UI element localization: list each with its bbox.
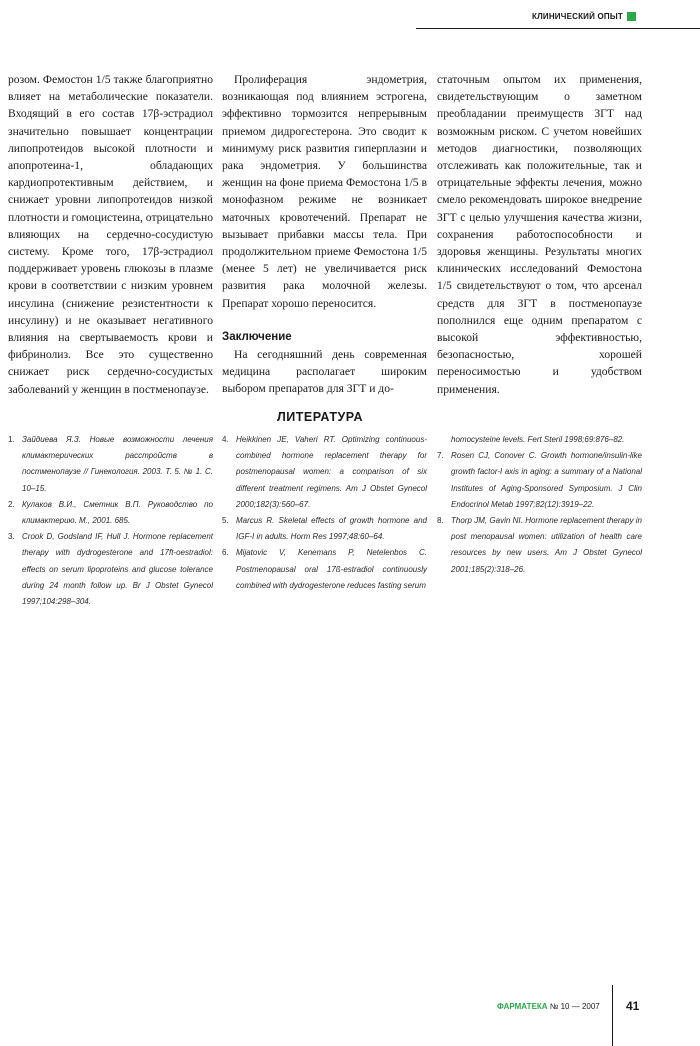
- literature-heading: ЛИТЕРАТУРА: [276, 410, 364, 424]
- journal-name: ФАРМАТЕКА: [497, 1002, 548, 1011]
- reference-item: [437, 448, 642, 513]
- reference-text: Зайдиева Я.З. Новые возможности лечения климактерических расстройств в постменопаузе // Гинекология. 2003. Т. 5. № 1. С. 10–15.: [22, 435, 213, 493]
- reference-item: [222, 545, 427, 594]
- journal-issue: № 10 — 2007: [549, 1002, 600, 1011]
- page-number: 41: [626, 999, 640, 1013]
- reference-text: homocysteine levels. Fert Steril 1998;69:876–82.: [451, 435, 625, 444]
- reference-item: [8, 529, 213, 610]
- text-column-3: [437, 71, 642, 398]
- reference-text: Кулаков В.И., Сметник В.П. Руководство по климактерию. М., 2001. 685.: [22, 499, 213, 526]
- reference-number: 7.: [437, 451, 444, 461]
- reference-item: [8, 497, 213, 529]
- reference-item: [222, 513, 427, 545]
- text-column-2: [222, 71, 427, 397]
- reference-number: 8.: [437, 516, 444, 526]
- footer-rule: [612, 985, 613, 1046]
- reference-column-2: [222, 432, 427, 594]
- paragraph: статочным опытом их применения, свидетельствующим о заметном преобладании преимуществ ЗГТ над возможным риском. С учетом новейших методов диагностики, позволяющих отслеживать как положительные, так и отрицательные эффекты лечения, можно смело рекомендовать широкое внедрение ЗГТ с целью улучшения качества жизни, сохранения работоспособности и здоровья женщины. Результаты многих клинических исследований Фемостона 1/5 свидетельствуют о том, что арсенал средств для ЗГТ в постменопаузе пополнился еще одним препаратом с высокой эффективностью, безопасностью, хорошей переносимостью и удобством применения.: [437, 73, 642, 396]
- reference-number: 2.: [8, 499, 15, 509]
- reference-text: Rosen CJ, Conover C. Growth hormone/insulin-like growth factor-I axis in aging: a summary of a National Institutes of Aging-Sponsored Symposium. J Clin Endocrinol Metab 1997;82(12):3919–22.: [451, 451, 642, 509]
- journal-info: [497, 1002, 600, 1011]
- reference-item-continued: [437, 432, 642, 448]
- text-column-1: [8, 71, 213, 398]
- section-rubric: КЛИНИЧЕСКИЙ ОПЫТ: [531, 12, 623, 21]
- reference-number: 4.: [222, 435, 229, 444]
- rubric-marker-square: [627, 12, 636, 21]
- reference-item: [437, 513, 642, 578]
- paragraph: На сегодняшний день современная медицина располагает широким выбором препаратов для ЗГТ и до-: [222, 347, 427, 396]
- paragraph: Пролиферация эндометрия, возникающая под влиянием эстрогена, эффективно тормозится непрерывным приемом дидрогестерона. Это сводит к минимуму риск развития гиперплазии и рака эндометрия. У большинства женщин на фоне приема Фемостона 1/5 в монофазном режиме не возникает маточных кровотечений. Препарат не вызывает прибавки массы тела. При продолжительном приеме Фемостона 1/5 (менее 5 лет) не увеличивается риск развития рака молочной железы. Препарат хорошо переносится.: [222, 73, 427, 310]
- reference-number: 1.: [8, 435, 15, 444]
- reference-text: Heikkinen JE, Vaheri RT. Optimizing continuous-combined hormone replacement therapy for postmenopausal women: a comparison of six different treatment regimens. Am J Obstet Gynecol 2000;182(3):560–67.: [236, 435, 427, 509]
- reference-text: Crook D, Godsland IF, Hull J. Hormone replacement therapy with dydrogesterone and 17ft-oestradiol: effects on serum lipoproteins and glucose tolerance during 24 month follow up. Br J Obstet Gynecol 1997;104:298–304.: [22, 532, 213, 607]
- section-heading-conclusion: Заключение: [222, 330, 292, 343]
- reference-text: Mijatovic V, Kenemans P, Netelenbos C. Postmenopausal oral 17ß-estradiol continuously combined with dydrogesterone reduces fasting serum: [236, 548, 427, 590]
- header-rule: [416, 28, 700, 29]
- reference-column-1: [8, 432, 213, 610]
- reference-number: 6.: [222, 548, 229, 558]
- reference-item: [8, 432, 213, 497]
- reference-item: [222, 432, 427, 513]
- paragraph: розом. Фемостон 1/5 также благоприятно влияет на метаболические показатели. Входящий в его состав 17β-эстрадиол значительно повышает концентрации липопротеидов высокой плотности и апопротеина-1, обладающих кардиопротективным действием, и снижает уровни липопротеидов низкой плотности и гомоцистеина, отрицательно влияющих на сердечно-сосудистую систему. Кроме того, 17β-эстрадиол поддерживает уровень глюкозы в плазме крови в соответствии с низким уровнем инсулина (снижение резистентности к инсулину) и не оказывает негативного влияния на свертываемость крови и фибринолиз. Все это существенно снижает риск сердечно-сосудистых заболеваний у женщин в постменопаузе.: [8, 73, 213, 396]
- reference-number: 3.: [8, 532, 15, 542]
- reference-text: Marcus R. Skeletal effects of growth hormone and IGF-I in adults. Horm Res 1997;48:60–64.: [236, 516, 427, 542]
- reference-text: Thorp JM, Gavin NI. Hormone replacement therapy in post menopausal women: utilization of health care resources by new users. Am J Obstet Gynecol 2001;185(2):318–26.: [451, 516, 642, 574]
- reference-column-3: [437, 432, 642, 578]
- reference-number: 5.: [222, 516, 229, 526]
